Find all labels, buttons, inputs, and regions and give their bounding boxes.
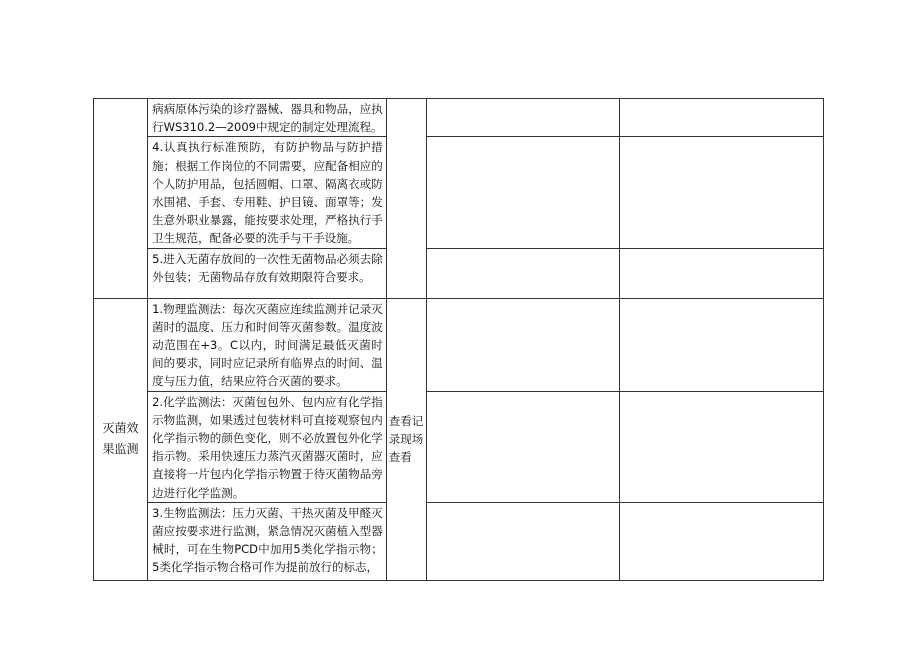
requirement-text: 1.物理监测法：每次灭菌应连续监测并记录灭菌时的温度、压力和时间等灭菌参数。温度波动范围在+3。C以内，时间满足最低灭菌时间的要求，同时应记录所有临界点的时间、温度与压力值，结果应符合灭菌的要求。 [152, 301, 383, 389]
remark-cell [620, 248, 824, 298]
requirement-text: 3.生物监测法：压力灭菌、干热灭菌及甲醛灭菌应按要求进行监测，紧急情况灭菌植入型器械时，可在生物PCD中加用5类化学指示物；5类化学指示物合格可作为提前放行的标志， [152, 505, 383, 575]
table-row [94, 248, 824, 298]
method-cell [386, 298, 426, 580]
table-row [94, 298, 824, 391]
inspection-table [93, 98, 824, 581]
requirement-text: 2.化学监测法：灭菌包包外、包内应有化学指示物监测，如果透过包装材料可直接观察包内化学指示物的颜色变化，则不必放置包外化学指示物。采用快速压力蒸汽灭菌器灭菌时，应直接将一片包内化学指示物置于待灭菌物品旁边进行化学监测。 [152, 394, 383, 500]
remark-cell [620, 298, 824, 391]
requirement-cell [148, 391, 387, 502]
requirement-text: 病病原体污染的诊疗器械、器具和物品，应执行WS310.2—2009中规定的制定处理流程。 [152, 102, 383, 135]
requirement-cell [148, 298, 387, 391]
category-cell [94, 99, 148, 299]
result-cell [426, 391, 620, 502]
requirement-cell [148, 502, 387, 580]
category-cell [94, 298, 148, 580]
method-cell [386, 99, 426, 299]
table-row [94, 99, 824, 137]
requirement-cell [148, 248, 387, 298]
requirement-cell [148, 137, 387, 248]
table-row [94, 502, 824, 580]
remark-cell [620, 391, 824, 502]
remark-cell [620, 137, 824, 248]
result-cell [426, 99, 620, 137]
remark-cell [620, 99, 824, 137]
requirement-text: 4.认真执行标准预防，有防护物品与防护措施；根据工作岗位的不同需要，应配备相应的个人防护用品，包括圆帽、口罩、隔离衣或防水围裙、手套、专用鞋、护目镜、面罩等；发生意外职业暴露，能按要求处理，严格执行手卫生规范，配备必要的洗手与干手设施。 [152, 140, 383, 246]
result-cell [426, 502, 620, 580]
result-cell [426, 298, 620, 391]
category-label: 灭菌效果监测 [102, 421, 139, 457]
result-cell [426, 137, 620, 248]
table-row [94, 137, 824, 248]
result-cell [426, 248, 620, 298]
requirement-cell [148, 99, 387, 137]
remark-cell [620, 502, 824, 580]
requirement-text: 5.进入无菌存放间的一次性无菌物品必须去除外包装；无菌物品存放有效期限符合要求。 [152, 251, 383, 284]
table-row [94, 391, 824, 502]
method-text: 查看记录现场查看 [388, 413, 424, 465]
